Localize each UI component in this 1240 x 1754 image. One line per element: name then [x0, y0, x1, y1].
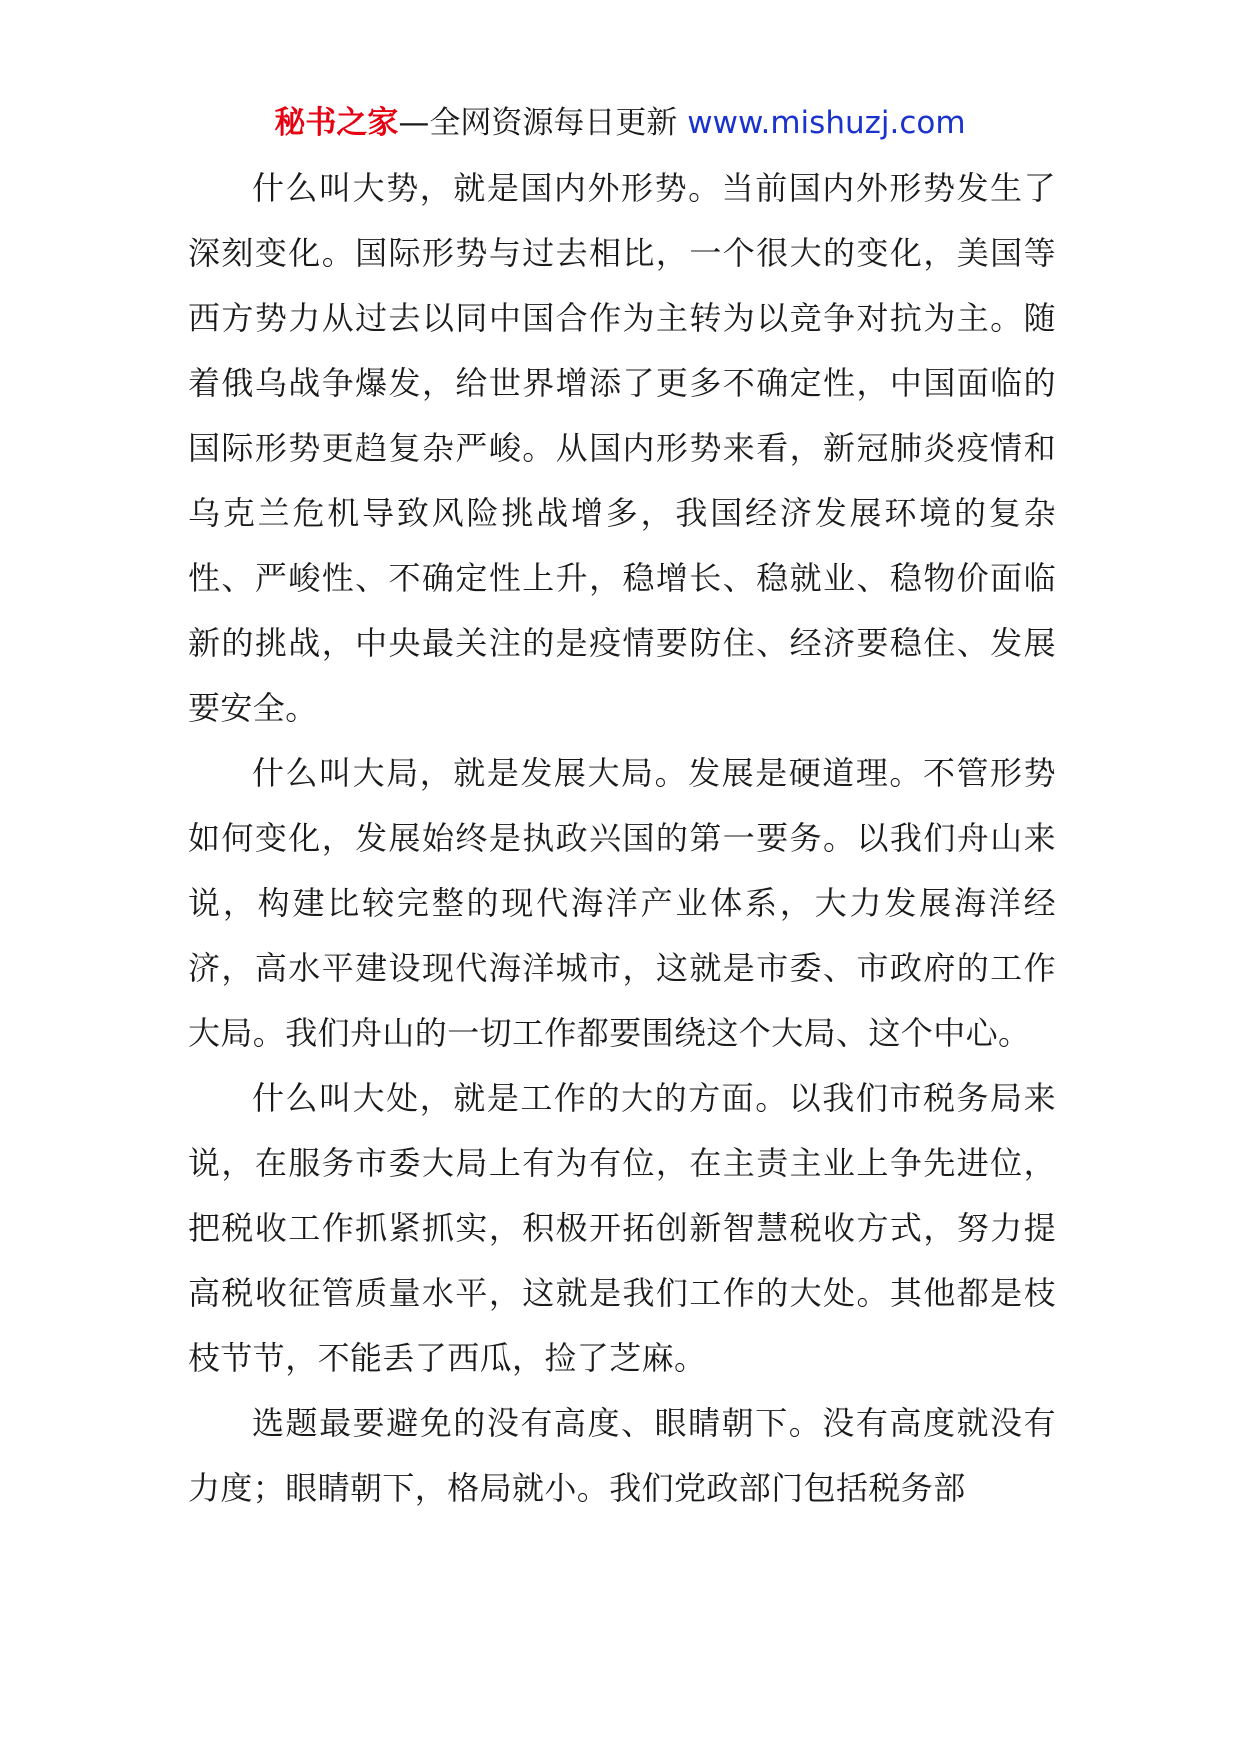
website-link[interactable]: www.mishuzj.com: [687, 105, 966, 141]
paragraph-topic-selection: 选题最要避免的没有高度、眼睛朝下。没有高度就没有力度；眼睛朝下，格局就小。我们党政部门包括税务部: [188, 1404, 1056, 1507]
document-body: [188, 156, 1056, 1521]
paragraph-situation: 什么叫大势，就是国内外形势。当前国内外形势发生了深刻变化。国际形势与过去相比，一个很大的变化，美国等西方势力从过去以同中国合作为主转为以竞争对抗为主。随着俄乌战争爆发，给世界增添了更多不确定性，中国面临的国际形势更趋复杂严峻。从国内形势来看，新冠肺炎疫情和乌克兰危机导致风险挑战增多，我国经济发展环境的复杂性、严峻性、不确定性上升，稳增长、稳就业、稳物价面临新的挑战，中央最关注的是疫情要防住、经济要稳住、发展要安全。: [188, 169, 1056, 727]
brand-name: 秘书之家: [274, 105, 399, 141]
page-header: [0, 100, 1240, 146]
paragraph-overall: 什么叫大局，就是发展大局。发展是硬道理。不管形势如何变化，发展始终是执政兴国的第一要务。以我们舟山来说，构建比较完整的现代海洋产业体系，大力发展海洋经济，高水平建设现代海洋城市，这就是市委、市政府的工作大局。我们舟山的一切工作都要围绕这个大局、这个中心。: [188, 754, 1056, 1052]
header-tagline: —全网资源每日更新: [398, 105, 678, 141]
paragraph-major-aspects: 什么叫大处，就是工作的大的方面。以我们市税务局来说，在服务市委大局上有为有位，在主责主业上争先进位，把税收工作抓紧抓实，积极开拓创新智慧税收方式，努力提高税收征管质量水平，这就是我们工作的大处。其他都是枝枝节节，不能丢了西瓜，捡了芝麻。: [188, 1079, 1056, 1377]
